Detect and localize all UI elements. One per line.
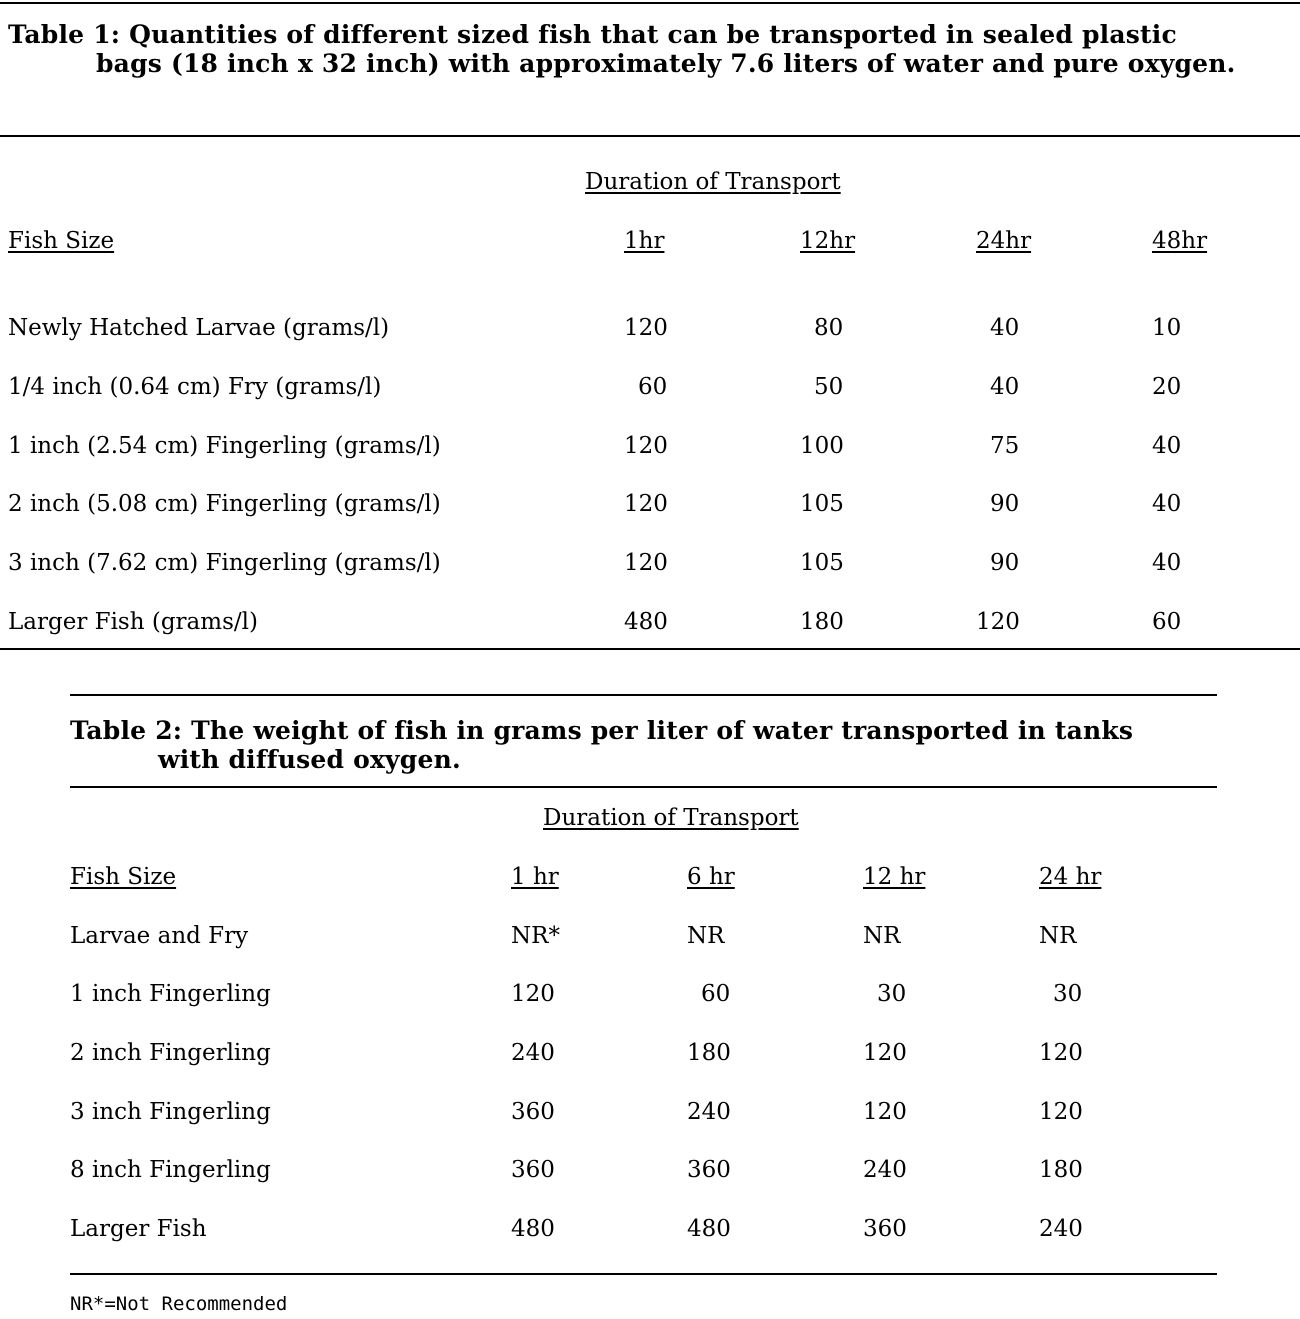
table2-caption-first: Table 2: The weight of fish in grams per liter of water transported in tanks (70, 716, 1134, 745)
table2-row5-24hr: 240 (1039, 1216, 1083, 1242)
table1-caption-first: Table 1: Quantities of different sized fish that can be transported in sealed plastic (8, 20, 1177, 49)
table1-row5-48hr: 60 (1152, 609, 1182, 635)
table1-col-24hr: 24hr (976, 228, 1032, 254)
table1-caption-rest: bags (18 inch x 32 inch) with approximately 7.6 liters of water and pure oxygen. (96, 49, 1236, 78)
table2-col-fish-size: Fish Size (70, 864, 177, 890)
table2-row3-6hr: 240 (687, 1099, 731, 1125)
table2-row2-label: 2 inch Fingerling (70, 1040, 271, 1066)
table1-row4-12hr: 105 (800, 550, 844, 576)
table2-row4-24hr: 180 (1039, 1157, 1083, 1183)
table2-caption (70, 716, 1257, 774)
table2-row3-label: 3 inch Fingerling (70, 1099, 271, 1125)
table2-row2-24hr: 120 (1039, 1040, 1083, 1066)
table1-row3-1hr: 120 (624, 491, 668, 517)
table2-bottom-rule (70, 1273, 1217, 1275)
table2-row5-label: Larger Fish (70, 1216, 207, 1242)
table2-row0-12hr: NR (863, 923, 901, 949)
table1-row2-1hr: 120 (624, 433, 668, 459)
table2-row1-6hr: 60 (701, 981, 731, 1007)
table2-row2-12hr: 120 (863, 1040, 907, 1066)
table1-row0-12hr: 80 (814, 315, 844, 341)
table1-bottom-rule (0, 648, 1300, 650)
table1-row1-12hr: 50 (814, 374, 844, 400)
table2-row1-24hr: 30 (1053, 981, 1083, 1007)
table2-row2-1hr: 240 (511, 1040, 555, 1066)
table1-row0-24hr: 40 (990, 315, 1020, 341)
table1-row4-48hr: 40 (1152, 550, 1182, 576)
table1-row3-48hr: 40 (1152, 491, 1182, 517)
table2-row5-1hr: 480 (511, 1216, 555, 1242)
table2-footnote: NR*=Not Recommended (70, 1293, 288, 1315)
table1-row0-48hr: 10 (1152, 315, 1182, 341)
table2-caption-rest: with diffused oxygen. (158, 745, 461, 774)
table1-row3-12hr: 105 (800, 491, 844, 517)
table2-row4-12hr: 240 (863, 1157, 907, 1183)
table1-row2-48hr: 40 (1152, 433, 1182, 459)
table2-header-rule (70, 786, 1217, 788)
table2-row3-12hr: 120 (863, 1099, 907, 1125)
table1-col-1hr: 1hr (624, 228, 665, 254)
table1-row5-12hr: 180 (800, 609, 844, 635)
table1-row4-24hr: 90 (990, 550, 1020, 576)
table1-row2-label: 1 inch (2.54 cm) Fingerling (grams/l) (8, 433, 441, 459)
table2-row1-12hr: 30 (877, 981, 907, 1007)
table1-row3-24hr: 90 (990, 491, 1020, 517)
table2-row4-1hr: 360 (511, 1157, 555, 1183)
table1-row5-24hr: 120 (976, 609, 1020, 635)
table1-row1-24hr: 40 (990, 374, 1020, 400)
table1-row3-label: 2 inch (5.08 cm) Fingerling (grams/l) (8, 491, 441, 517)
table2-col-24hr: 24 hr (1039, 864, 1102, 890)
table1-row4-label: 3 inch (7.62 cm) Fingerling (grams/l) (8, 550, 441, 576)
table2-row4-label: 8 inch Fingerling (70, 1157, 271, 1183)
table2-row5-6hr: 480 (687, 1216, 731, 1242)
table1-col-fish-size: Fish Size (8, 228, 115, 254)
table1-row5-1hr: 480 (624, 609, 668, 635)
table2-col-1hr: 1 hr (511, 864, 559, 890)
table2-row1-1hr: 120 (511, 981, 555, 1007)
table2-row0-label: Larvae and Fry (70, 923, 249, 949)
table2-group-header: Duration of Transport (543, 805, 799, 831)
table1-col-48hr: 48hr (1152, 228, 1208, 254)
table2-row4-6hr: 360 (687, 1157, 731, 1183)
table1-header-rule (0, 135, 1300, 137)
table2-row0-6hr: NR (687, 923, 725, 949)
table2-row2-6hr: 180 (687, 1040, 731, 1066)
table2-row3-1hr: 360 (511, 1099, 555, 1125)
table1-row4-1hr: 120 (624, 550, 668, 576)
table2-row0-1hr: NR* (511, 923, 560, 949)
table1-row5-label: Larger Fish (grams/l) (8, 609, 258, 635)
table1-top-rule (0, 2, 1300, 4)
table2-col-12hr: 12 hr (863, 864, 926, 890)
table2-row0-24hr: NR (1039, 923, 1077, 949)
table1-row1-48hr: 20 (1152, 374, 1182, 400)
table1-row2-12hr: 100 (800, 433, 844, 459)
table1-col-12hr: 12hr (800, 228, 856, 254)
table1-caption (8, 20, 1293, 78)
table2-row3-24hr: 120 (1039, 1099, 1083, 1125)
table2-col-6hr: 6 hr (687, 864, 735, 890)
table2-row1-label: 1 inch Fingerling (70, 981, 271, 1007)
table1-row0-1hr: 120 (624, 315, 668, 341)
table1-row0-label: Newly Hatched Larvae (grams/l) (8, 315, 390, 341)
table1-row1-label: 1/4 inch (0.64 cm) Fry (grams/l) (8, 374, 382, 400)
table1-row1-1hr: 60 (638, 374, 668, 400)
table2-row5-12hr: 360 (863, 1216, 907, 1242)
table2-top-rule (70, 694, 1217, 696)
table1-group-header: Duration of Transport (585, 169, 841, 195)
table1-row2-24hr: 75 (990, 433, 1020, 459)
